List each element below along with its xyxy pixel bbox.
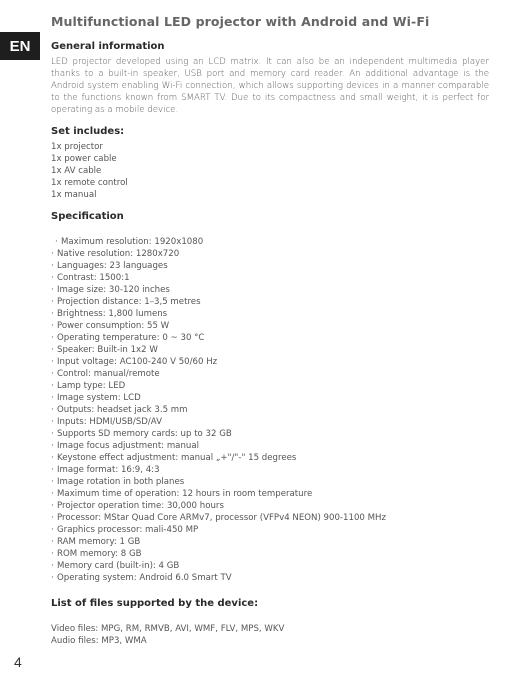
spec-text: Processor: MStar Quad Core ARMv7, processor (VFPv4 NEON) 900-1100 MHz xyxy=(57,513,387,523)
spec-item xyxy=(51,404,489,416)
video-files: Video files: MPG, RM, RMVB, AVI, WMF, FLV, MPS, WKV xyxy=(51,624,285,634)
spec-text: Contrast: 1500:1 xyxy=(57,273,130,283)
spec-item xyxy=(51,560,489,572)
spec-item xyxy=(51,488,489,500)
spec-text: Projector operation time: 30,000 hours xyxy=(57,501,224,511)
spec-text: Image size: 30-120 inches xyxy=(57,285,170,295)
spec-text: Native resolution: 1280x720 xyxy=(57,249,180,259)
bullet-icon: · xyxy=(51,333,54,343)
spec-text: Supports SD memory cards: up to 32 GB xyxy=(57,429,232,439)
list-item: 1x remote control xyxy=(51,178,128,188)
bullet-icon: · xyxy=(51,465,54,475)
general-information-text: LED projector developed using an LCD matrix. It can also be an independent multimedia player thanks to a built-in speaker, USB port and memory card reader. An additional advantage is the Android system enabling Wi-Fi connection, which allows supporting devices in a manner comparable to the functions known from SMART TV. Due to its compactness and small weight, it is perfect for operating as a mobile device. xyxy=(51,57,489,115)
spec-item xyxy=(51,452,489,464)
set-includes-list xyxy=(51,141,489,201)
bullet-icon: · xyxy=(51,249,54,259)
bullet-icon: · xyxy=(51,537,54,547)
specification-list xyxy=(51,236,489,584)
spec-text: Control: manual/remote xyxy=(57,369,160,379)
spec-text: Operating temperature: 0 ~ 30 °C xyxy=(57,333,205,343)
bullet-icon: · xyxy=(51,261,54,271)
spec-text: Image format: 16:9, 4:3 xyxy=(57,465,160,475)
spec-text: Speaker: Built-in 1x2 W xyxy=(57,345,158,355)
spec-text: Image focus adjustment: manual xyxy=(57,441,199,451)
specification-heading: Specification xyxy=(51,211,124,222)
spec-text: Brightness: 1,800 lumens xyxy=(57,309,168,319)
bullet-icon: · xyxy=(51,297,54,307)
spec-text: Image rotation in both planes xyxy=(57,477,185,487)
list-item: 1x power cable xyxy=(51,154,117,164)
spec-item xyxy=(51,344,489,356)
spec-item xyxy=(51,464,489,476)
bullet-icon: · xyxy=(51,453,54,463)
spec-text: Maximum time of operation: 12 hours in room temperature xyxy=(57,489,313,499)
bullet-icon: · xyxy=(51,393,54,403)
spec-item xyxy=(51,428,489,440)
bullet-icon: · xyxy=(51,285,54,295)
spec-item xyxy=(51,416,489,428)
spec-item xyxy=(51,524,489,536)
spec-text: Graphics processor: mali-450 MP xyxy=(57,525,199,535)
spec-text: RAM memory: 1 GB xyxy=(57,537,141,547)
spec-text: ROM memory: 8 GB xyxy=(57,549,142,559)
general-information-heading: General information xyxy=(51,41,165,52)
spec-text: Languages: 23 languages xyxy=(57,261,168,271)
bullet-icon: · xyxy=(51,561,54,571)
bullet-icon: · xyxy=(51,441,54,451)
spec-text: Memory card (built-in): 4 GB xyxy=(57,561,180,571)
page-title: Multifunctional LED projector with Android and Wi-Fi xyxy=(51,14,430,29)
bullet-icon: · xyxy=(55,237,58,247)
spec-item xyxy=(51,356,489,368)
spec-item xyxy=(51,440,489,452)
spec-item xyxy=(51,512,489,524)
spec-text: Input voltage: AC100-240 V 50/60 Hz xyxy=(57,357,218,367)
spec-item xyxy=(51,392,489,404)
spec-item xyxy=(51,260,489,272)
bullet-icon: · xyxy=(51,417,54,427)
spec-item xyxy=(51,248,489,260)
set-includes-heading: Set includes: xyxy=(51,126,125,137)
bullet-icon: · xyxy=(51,549,54,559)
spec-text: Operating system: Android 6.0 Smart TV xyxy=(57,573,232,583)
supported-files xyxy=(51,623,489,647)
bullet-icon: · xyxy=(51,501,54,511)
spec-text: Maximum resolution: 1920x1080 xyxy=(61,237,204,247)
spec-item xyxy=(51,380,489,392)
spec-item xyxy=(51,320,489,332)
page-content xyxy=(51,14,489,647)
bullet-icon: · xyxy=(51,489,54,499)
bullet-icon: · xyxy=(51,357,54,367)
spec-item xyxy=(51,236,489,248)
spec-text: Power consumption: 55 W xyxy=(57,321,170,331)
supported-files-heading: List of files supported by the device: xyxy=(51,598,259,609)
language-tab: EN xyxy=(0,32,40,60)
spec-item xyxy=(51,500,489,512)
audio-files: Audio files: MP3, WMA xyxy=(51,636,147,646)
bullet-icon: · xyxy=(51,573,54,583)
bullet-icon: · xyxy=(51,429,54,439)
list-item: 1x manual xyxy=(51,190,97,200)
bullet-icon: · xyxy=(51,381,54,391)
bullet-icon: · xyxy=(51,273,54,283)
bullet-icon: · xyxy=(51,525,54,535)
bullet-icon: · xyxy=(51,477,54,487)
list-item: 1x projector xyxy=(51,142,103,152)
spec-item xyxy=(51,284,489,296)
spec-text: Projection distance: 1–3,5 metres xyxy=(57,297,201,307)
spec-item xyxy=(51,332,489,344)
bullet-icon: · xyxy=(51,321,54,331)
bullet-icon: · xyxy=(51,369,54,379)
spec-item xyxy=(51,368,489,380)
spec-text: Outputs: headset jack 3.5 mm xyxy=(57,405,188,415)
spec-item xyxy=(51,548,489,560)
spec-text: Keystone effect adjustment: manual „+"/"-" 15 degrees xyxy=(57,453,297,463)
spec-text: Image system: LCD xyxy=(57,393,141,403)
bullet-icon: · xyxy=(51,513,54,523)
bullet-icon: · xyxy=(51,345,54,355)
spec-text: Inputs: HDMI/USB/SD/AV xyxy=(57,417,162,427)
spec-item xyxy=(51,536,489,548)
spec-item xyxy=(51,296,489,308)
spec-item xyxy=(51,272,489,284)
page-number: 4 xyxy=(14,654,22,670)
spec-item xyxy=(51,308,489,320)
list-item: 1x AV cable xyxy=(51,166,102,176)
spec-item xyxy=(51,572,489,584)
bullet-icon: · xyxy=(51,309,54,319)
spec-text: Lamp type: LED xyxy=(57,381,126,391)
spec-item xyxy=(51,476,489,488)
bullet-icon: · xyxy=(51,405,54,415)
